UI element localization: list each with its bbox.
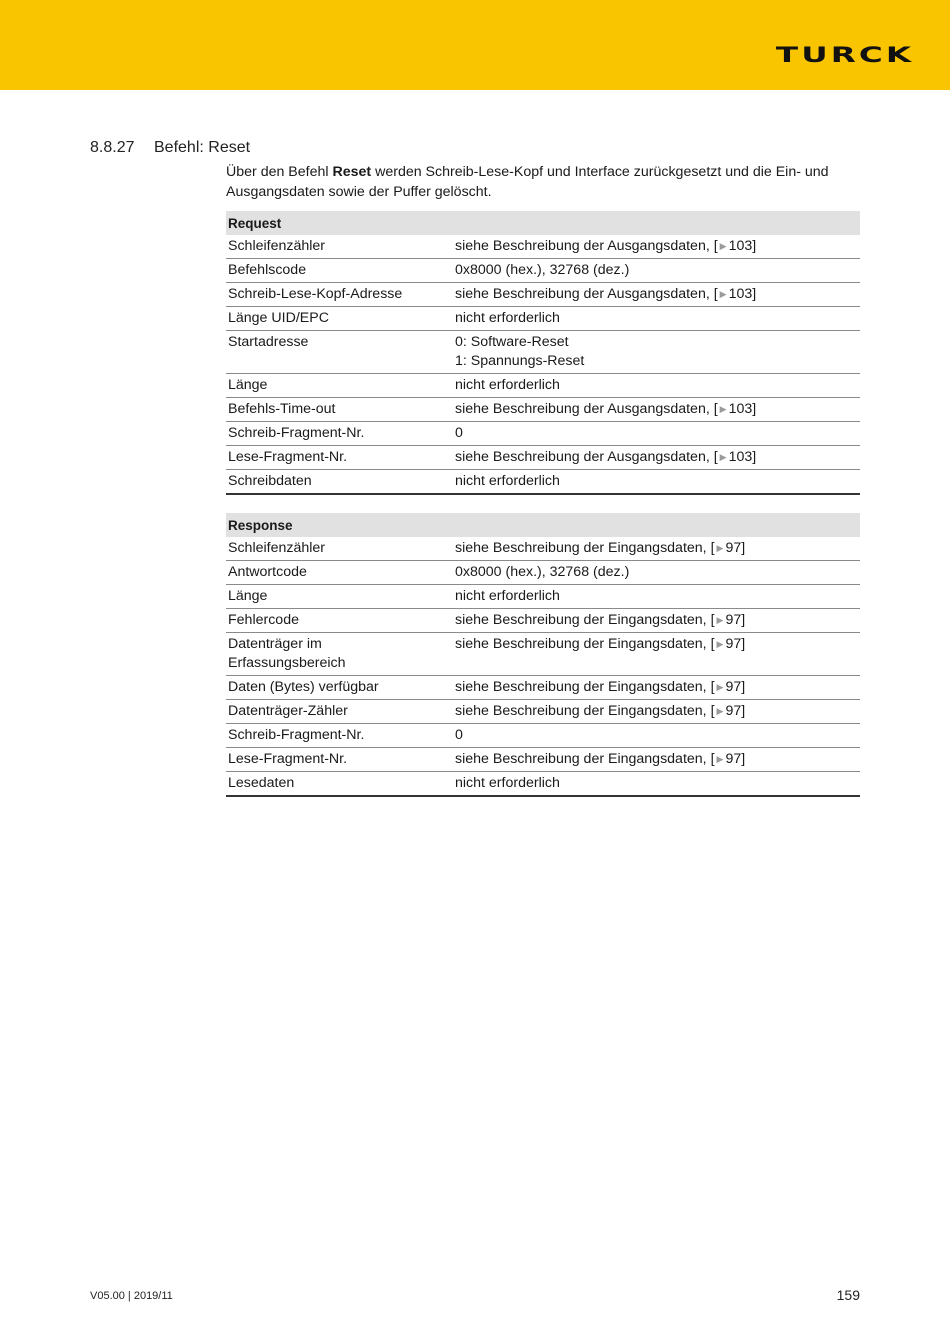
table-row <box>226 331 860 374</box>
row-label-text: Startadresse <box>228 334 309 350</box>
table-row <box>226 398 860 422</box>
page-reference: [ ▶ 103] <box>713 286 757 302</box>
row-value-text: 0 <box>455 727 463 743</box>
row-label-text: Fehlercode <box>228 612 299 628</box>
row-value-text: 0x8000 (hex.), 32768 (dez.) <box>455 262 630 278</box>
row-label <box>226 422 453 446</box>
row-label-text: Lese-Fragment-Nr. <box>228 449 348 465</box>
arrow-right-icon: ▶ <box>716 682 724 692</box>
reference-page-number: 97 <box>725 679 742 695</box>
row-label <box>226 235 453 259</box>
reference-page-number: 97 <box>725 540 742 556</box>
page-reference: [ ▶ 97] <box>710 540 746 556</box>
arrow-right-icon: ▶ <box>716 754 724 764</box>
row-label <box>226 724 453 748</box>
page-reference: [ ▶ 103] <box>713 401 757 417</box>
table-row <box>226 700 860 724</box>
arrow-right-icon: ▶ <box>719 452 727 462</box>
row-value-text: siehe Beschreibung der Eingangsdaten, <box>455 703 711 719</box>
row-value-text: nicht erforderlich <box>455 775 560 791</box>
row-label <box>226 772 453 797</box>
row-value <box>453 724 860 748</box>
intro-paragraph <box>226 162 866 202</box>
page-number: 159 <box>836 1287 860 1303</box>
reference-page-number: 103 <box>728 449 753 465</box>
row-label <box>226 259 453 283</box>
table-row <box>226 307 860 331</box>
table-row <box>226 724 860 748</box>
row-label <box>226 748 453 772</box>
section-heading <box>90 139 250 157</box>
row-label <box>226 585 453 609</box>
reference-page-number: 97 <box>725 612 742 628</box>
table-row <box>226 609 860 633</box>
table-row <box>226 446 860 470</box>
reference-page-number: 103 <box>728 401 753 417</box>
row-label-text: Befehlscode <box>228 262 307 278</box>
row-label <box>226 331 453 374</box>
row-value <box>453 561 860 585</box>
response-header: Response <box>226 513 860 537</box>
row-label-text-cont: Erfassungsbereich <box>228 655 346 671</box>
arrow-right-icon: ▶ <box>716 706 724 716</box>
row-value-text: siehe Beschreibung der Ausgangsdaten, <box>455 401 714 417</box>
row-label <box>226 609 453 633</box>
row-label-text: Datenträger-Zähler <box>228 703 348 719</box>
row-value <box>453 633 860 676</box>
table-row <box>226 374 860 398</box>
table-row <box>226 676 860 700</box>
page-reference: [ ▶ 103] <box>713 449 757 465</box>
row-label-text: Schleifenzähler <box>228 540 326 556</box>
row-label-text: Befehls-Time-out <box>228 401 336 417</box>
row-label <box>226 446 453 470</box>
request-header: Request <box>226 211 860 235</box>
arrow-right-icon: ▶ <box>716 615 724 625</box>
row-value <box>453 235 860 259</box>
row-value-text: 0x8000 (hex.), 32768 (dez.) <box>455 564 630 580</box>
row-label <box>226 676 453 700</box>
row-label <box>226 537 453 561</box>
section-number: 8.8.27 <box>90 139 135 156</box>
row-value-text: nicht erforderlich <box>455 377 560 393</box>
row-value-text: siehe Beschreibung der Ausgangsdaten, <box>455 449 714 465</box>
page-reference: [ ▶ 97] <box>710 703 746 719</box>
row-value-text: nicht erforderlich <box>455 588 560 604</box>
section-title: Befehl: Reset <box>154 139 251 156</box>
row-value <box>453 609 860 633</box>
page-reference: [ ▶ 97] <box>710 612 746 628</box>
row-value-text: nicht erforderlich <box>455 473 560 489</box>
row-value <box>453 585 860 609</box>
page-reference: [ ▶ 103] <box>713 238 757 254</box>
row-label-text: Lese-Fragment-Nr. <box>228 751 348 767</box>
table-row <box>226 235 860 259</box>
table-row <box>226 748 860 772</box>
reference-page-number: 97 <box>725 636 742 652</box>
row-label <box>226 700 453 724</box>
row-value <box>453 772 860 797</box>
header-bar <box>0 0 950 90</box>
arrow-right-icon: ▶ <box>719 289 727 299</box>
row-label-text: Lesedaten <box>228 775 295 791</box>
table-row <box>226 283 860 307</box>
row-value <box>453 374 860 398</box>
row-value-text: siehe Beschreibung der Eingangsdaten, <box>455 612 711 628</box>
row-label-text: Antwortcode <box>228 564 307 580</box>
intro-command-name: Reset <box>332 164 372 180</box>
row-label <box>226 374 453 398</box>
row-label-text: Daten (Bytes) verfügbar <box>228 679 379 695</box>
row-label <box>226 307 453 331</box>
row-value <box>453 422 860 446</box>
table-row <box>226 259 860 283</box>
row-label-text: Länge <box>228 588 268 604</box>
row-value-text: siehe Beschreibung der Ausgangsdaten, <box>455 286 714 302</box>
arrow-right-icon: ▶ <box>719 241 727 251</box>
table-row <box>226 585 860 609</box>
row-value <box>453 748 860 772</box>
row-label-text: Länge UID/EPC <box>228 310 329 326</box>
row-label-text: Schreib-Fragment-Nr. <box>228 727 365 743</box>
response-table <box>226 513 860 797</box>
table-row <box>226 537 860 561</box>
row-label-text: Datenträger im <box>228 636 322 652</box>
arrow-right-icon: ▶ <box>716 639 724 649</box>
row-value-text: siehe Beschreibung der Eingangsdaten, <box>455 751 711 767</box>
page-reference: [ ▶ 97] <box>710 751 746 767</box>
row-label-text: Länge <box>228 377 268 393</box>
row-value <box>453 398 860 422</box>
row-value <box>453 676 860 700</box>
row-value-text: 0 <box>455 425 463 441</box>
intro-text-after: werden Schreib-Lese-Kopf und Interface zurückgesetzt und die Ein- und Ausgangsdaten sowie der Puffer gelöscht. <box>226 164 829 200</box>
row-value-text: siehe Beschreibung der Eingangsdaten, <box>455 679 711 695</box>
row-label <box>226 283 453 307</box>
row-value <box>453 331 860 374</box>
brand-logo: TURCK <box>775 43 914 67</box>
row-value-text: 0: Software-Reset <box>455 334 569 350</box>
intro-text-before: Über den Befehl <box>226 164 333 180</box>
row-label <box>226 470 453 495</box>
page-reference: [ ▶ 97] <box>710 679 746 695</box>
reference-page-number: 103 <box>728 286 753 302</box>
arrow-right-icon: ▶ <box>716 543 724 553</box>
row-value-text-cont: 1: Spannungs-Reset <box>455 353 585 369</box>
table-row <box>226 422 860 446</box>
reference-page-number: 97 <box>725 751 742 767</box>
row-label <box>226 633 453 676</box>
row-value-text: nicht erforderlich <box>455 310 560 326</box>
row-label <box>226 561 453 585</box>
row-value <box>453 259 860 283</box>
row-value <box>453 283 860 307</box>
arrow-right-icon: ▶ <box>719 404 727 414</box>
row-value-text: siehe Beschreibung der Eingangsdaten, <box>455 540 711 556</box>
reference-page-number: 103 <box>728 238 753 254</box>
reference-page-number: 97 <box>725 703 742 719</box>
request-table <box>226 211 860 495</box>
table-row <box>226 772 860 797</box>
page-reference: [ ▶ 97] <box>710 636 746 652</box>
row-value <box>453 537 860 561</box>
table-row <box>226 633 860 676</box>
row-value <box>453 446 860 470</box>
row-label-text: Schreib-Fragment-Nr. <box>228 425 365 441</box>
row-value <box>453 470 860 495</box>
row-label <box>226 398 453 422</box>
row-label-text: Schleifenzähler <box>228 238 326 254</box>
row-value-text: siehe Beschreibung der Eingangsdaten, <box>455 636 711 652</box>
footer-version: V05.00 | 2019/11 <box>90 1290 173 1302</box>
row-label-text: Schreibdaten <box>228 473 312 489</box>
table-row <box>226 561 860 585</box>
table-row <box>226 470 860 495</box>
row-value-text: siehe Beschreibung der Ausgangsdaten, <box>455 238 714 254</box>
row-value <box>453 307 860 331</box>
row-value <box>453 700 860 724</box>
row-label-text: Schreib-Lese-Kopf-Adresse <box>228 286 403 302</box>
